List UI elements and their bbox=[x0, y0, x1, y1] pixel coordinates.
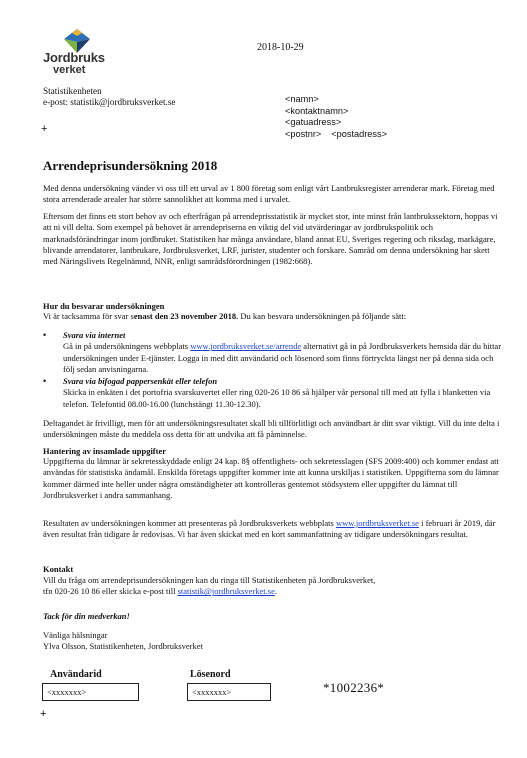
contact-text-before: tfn 020-26 10 86 eller skicka e-post till bbox=[43, 586, 178, 597]
internet-title: Svara via internet bbox=[63, 330, 126, 340]
howto-heading: Hur du besvarar undersökningen bbox=[43, 301, 165, 311]
data-handling-paragraph: Uppgifterna du lämnar är sekretesskyddade enligt 24 kap. 8§ offentlighets- och sekretesslagen (SFS 2009:400) och kommer endast att användas för statistiska ändamål. Enskilda företags uppgifter kommer inte att kunna urskiljas i statistiken. Uppgifterna som du lämnar kommer därmed inte heller under några omständigheter att kontrolleras gentemot stödsystem eller uppgifter du lämnat till Jordbruksverket i andra sammanhang. bbox=[43, 456, 499, 500]
address-street: <gatuadress> bbox=[285, 117, 342, 127]
jordbruksverket-link[interactable]: www.jordbruksverket.se bbox=[335, 518, 419, 528]
intro-paragraph-2: Eftersom det finns ett stort behov av och efterfrågan på arrendeprisstatistik är mycket stor, inte minst från lantbrukssektorn, hoppas vi att ni vill delta. Som exempel på behovet är arrendepriserna en viktig del vid utvärderingar av jordbrukspolitik och marknadsförändringar inom jordbruket. Statistiken har många användare, bland annat EU, Sveriges regering och riksdag, markägare, blivande arrendatorer, lantbrukare, Jordbruksverket, LRF, jurister, studenter och forskare. Samråd om denna undersökning har skett med Näringslivets Regelnämnd, NNR, enligt samrådsförordningen (1982:668). bbox=[43, 211, 498, 267]
internet-text-before: Gå in på undersökningens webbplats bbox=[63, 341, 191, 352]
results-text-before: Resultaten av undersökningen kommer att presenteras på Jordbruksverkets webbplats bbox=[43, 518, 336, 528]
intro-paragraph-1: Med denna undersökning vänder vi oss till ett urval av 1 800 företag som enligt vårt Lantbruksregister arrenderar mark. Företag med stora arrenderade arealer har större sannolikhet att komma med i urvalet. bbox=[43, 183, 495, 205]
data-handling-heading: Hantering av insamlade uppgifter bbox=[43, 446, 167, 456]
sender-block bbox=[43, 86, 175, 108]
user-id-label: Användarid bbox=[50, 669, 102, 680]
sender-email: e-post: statistik@jordbruksverket.se bbox=[43, 97, 176, 107]
address-postal-line bbox=[285, 129, 387, 141]
results-paragraph bbox=[43, 518, 503, 541]
logo-line-2: verket bbox=[53, 64, 86, 76]
internet-text bbox=[63, 341, 503, 375]
contact-email-link[interactable]: statistik@jordbruksverket.se bbox=[177, 586, 275, 597]
contact-line-2 bbox=[43, 586, 503, 597]
address-name: <namn> bbox=[285, 94, 319, 104]
closing-greeting: Vänliga hälsningar bbox=[43, 630, 108, 640]
address-postnr: <postnr> bbox=[285, 128, 322, 139]
howto-paragraph bbox=[43, 311, 503, 322]
registration-mark-top: + bbox=[41, 123, 48, 135]
results-text-after: i februari år 2019, där även resultat från tidigare år redovisas. Vi har även skickat med en kort sammanfattning av tidigare undersökningars resultat. bbox=[43, 518, 496, 540]
contact-paragraph bbox=[43, 575, 503, 598]
arrende-link[interactable]: www.jordbruksverket.se/arrende bbox=[190, 341, 302, 352]
bullet-paper bbox=[43, 376, 503, 410]
voluntary-paragraph: Deltagandet är frivilligt, men för att undersökningsresultatet skall bli tillförlitligt och användbart är ditt svar viktigt. Vill du inte delta i undersökningen måste du meddela oss detta för att undvika att få påminnelse. bbox=[43, 418, 500, 440]
howto-text-before: Vi är tacksamma för svar s bbox=[43, 311, 134, 321]
address-city: <postadress> bbox=[331, 128, 387, 139]
password-label: Lösenord bbox=[190, 669, 231, 680]
user-id-box: <xxxxxxx> bbox=[42, 683, 139, 701]
contact-line-1: Vill du fråga om arrendeprisundersökningen kan du ringa till Statistikenheten på Jordbruksverket, bbox=[43, 575, 376, 585]
closing-signature: Ylva Olsson, Statistikenheten, Jordbruksverket bbox=[43, 641, 203, 651]
contact-text-after: . bbox=[274, 586, 277, 597]
bullet-internet bbox=[43, 330, 503, 375]
howto-text-after: Du kan besvara undersökningen på följande sätt: bbox=[238, 311, 407, 321]
letter-date: 2018-10-29 bbox=[257, 42, 304, 53]
bullet-icon: • bbox=[43, 330, 47, 340]
bullet-icon: • bbox=[43, 376, 47, 386]
paper-title: Svara via bifogad pappersenkät eller telefon bbox=[63, 376, 218, 386]
document-title: Arrendeprisundersökning 2018 bbox=[43, 158, 218, 173]
password-box: <xxxxxxx> bbox=[187, 683, 271, 701]
paper-text: Skicka in enkäten i det portofria svarskuvertet eller ring 020-26 10 86 så hjälper vår personal till med att fylla i blanketten via telefon. Telefontid 08.00-16.00 (lunchstängt 11.30-12.30). bbox=[63, 387, 491, 409]
recipient-address bbox=[285, 94, 387, 140]
thanks-text: Tack för din medverkan! bbox=[43, 611, 130, 621]
internet-text-after: alternativt gå in på Jordbruksverkets hemsida där du hittar undersökningen under E-tjänster. Logga in med ditt användarid och lösenord som finns förtryckta längst ner på denna sida och följ sedan anvisningarna. bbox=[63, 341, 502, 374]
address-contact: <kontaktnamn> bbox=[285, 105, 349, 116]
barcode-text: *1002236* bbox=[323, 680, 385, 695]
closing-block bbox=[43, 630, 203, 652]
howto-deadline: enast den 23 november 2018. bbox=[133, 311, 239, 321]
jordbruksverket-logo bbox=[43, 28, 115, 78]
logo-line-1: Jordbruks bbox=[43, 50, 105, 65]
contact-heading: Kontakt bbox=[43, 564, 74, 574]
logo-wordmark bbox=[43, 52, 115, 76]
sender-unit: Statistikenheten bbox=[43, 86, 102, 96]
registration-mark-bottom: + bbox=[40, 708, 47, 720]
